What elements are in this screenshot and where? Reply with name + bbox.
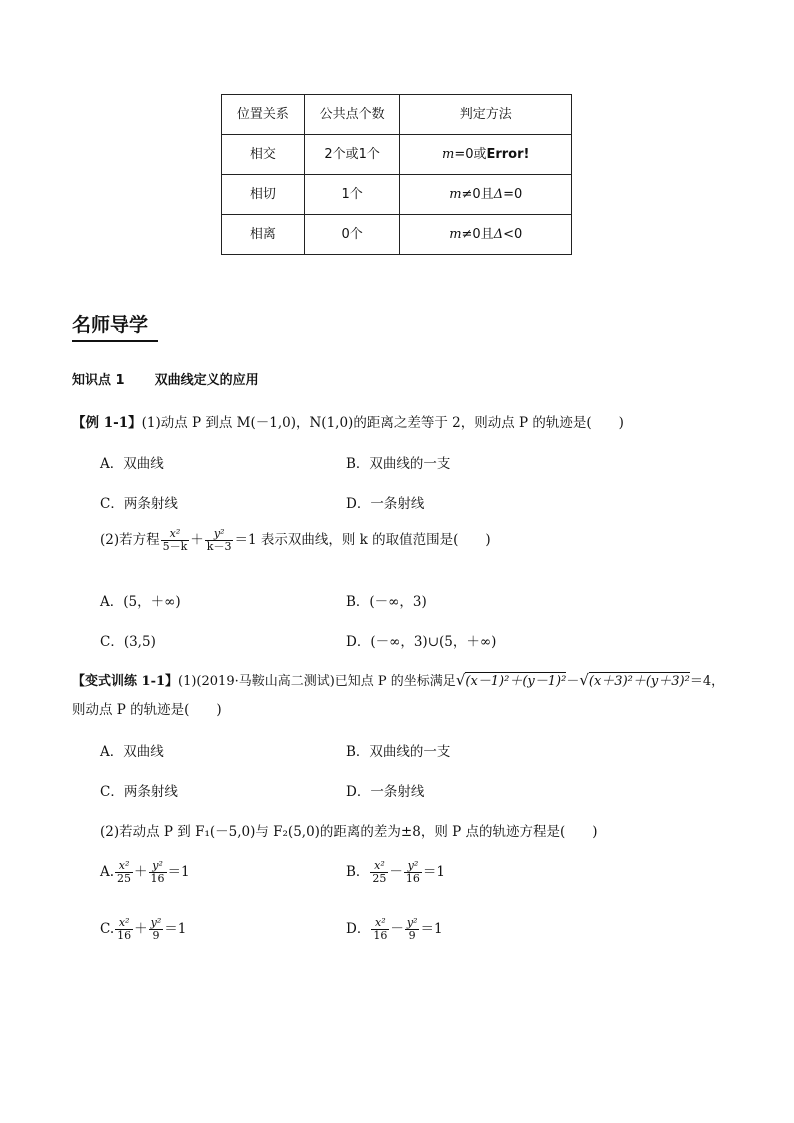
variant-1-1-question-1-cont: 则动点 P 的轨迹是( ) <box>72 702 222 718</box>
option-d: D．(－∞，3)∪(5，＋∞) <box>346 634 497 650</box>
option-c: C．两条射线 <box>100 496 178 512</box>
table-header-cell: 判定方法 <box>400 95 572 135</box>
option-d: D．一条射线 <box>346 496 425 512</box>
variant-1-1-question-1: 【变式训练 1-1】(1)(2019·马鞍山高二测试)已知点 P 的坐标满足√(x－1)²＋(y－1)²－√(x＋3)²＋(y＋3)²＝4， <box>72 671 725 689</box>
knowledge-point-title <box>72 369 259 388</box>
option-b: B． $\frac{\text{x²}}{25}$ － $\frac{\text{y²}}{16}$ ＝1 <box>346 859 446 885</box>
table-cell-relation: 相切 <box>222 175 305 215</box>
option-c: C．两条射线 <box>100 784 178 800</box>
knowledge-point-name: 双曲线定义的应用 <box>154 373 259 388</box>
table-row <box>222 175 572 215</box>
table-cell-count: 1个 <box>304 175 400 215</box>
table-cell-count: 0个 <box>304 215 400 255</box>
section-heading: 名师导学 <box>72 310 158 342</box>
option-d: D．一条射线 <box>346 784 425 800</box>
table-row <box>222 215 572 255</box>
table-cell-count: 2个或1个 <box>304 135 400 175</box>
knowledge-point-label: 知识点 1 <box>72 373 125 388</box>
fraction: $\frac{\text{x²}}{5-k}$ <box>162 527 188 553</box>
sqrt-icon: √ <box>455 671 466 689</box>
table-header-cell: 公共点个数 <box>304 95 400 135</box>
option-d: D． $\frac{\text{x²}}{16}$ － $\frac{\text{y²}}{9}$ ＝1 <box>346 916 443 942</box>
option-a: A．(5，＋∞) <box>100 594 181 610</box>
option-a: A．双曲线 <box>100 456 164 472</box>
sqrt-icon: √ <box>579 671 589 689</box>
fraction: $\frac{\text{y²}}{k-3}$ <box>206 527 232 553</box>
option-b: B．双曲线的一支 <box>346 456 451 472</box>
example-1-1-question-2: (2)若方程 $\frac{\text{x²}}{5-k}$ ＋ $\frac{\text{y²}}{k-3}$ ＝1 表示双曲线，则 k 的取值范围是( ) <box>100 527 491 553</box>
table-header-cell: 位置关系 <box>222 95 305 135</box>
table-cell-method: m≠0且Δ=0 <box>400 175 572 215</box>
option-c: C. $\frac{\text{x²}}{16}$ ＋ $\frac{\text{y²}}{9}$ ＝1 <box>100 916 187 942</box>
example-tag: 【例 1-1】 <box>72 415 142 431</box>
option-b: B．(－∞，3) <box>346 594 427 610</box>
table-cell-method: m≠0且Δ<0 <box>400 215 572 255</box>
variant-tag: 【变式训练 1-1】 <box>72 674 179 689</box>
table-cell-method: m=0或Error! <box>400 135 572 175</box>
option-b: B．双曲线的一支 <box>346 744 451 760</box>
option-a: A．双曲线 <box>100 744 164 760</box>
position-relation-table <box>221 94 572 255</box>
table-cell-relation: 相离 <box>222 215 305 255</box>
option-a: A. $\frac{\text{x²}}{25}$ ＋ $\frac{\text{y²}}{16}$ ＝1 <box>100 859 190 885</box>
table-cell-relation: 相交 <box>222 135 305 175</box>
table-header-row <box>222 95 572 135</box>
table-row <box>222 135 572 175</box>
variant-1-1-question-2: (2)若动点 P 到 F₁(－5,0)与 F₂(5,0)的距离的差为±8，则 P 点的轨迹方程是( ) <box>100 824 598 840</box>
option-c: C．(3,5) <box>100 634 156 650</box>
example-1-1-question-1: 【例 1-1】(1)动点 P 到点 M(－1,0)，N(1,0)的距离之差等于 2，则动点 P 的轨迹是( ) <box>72 415 624 431</box>
